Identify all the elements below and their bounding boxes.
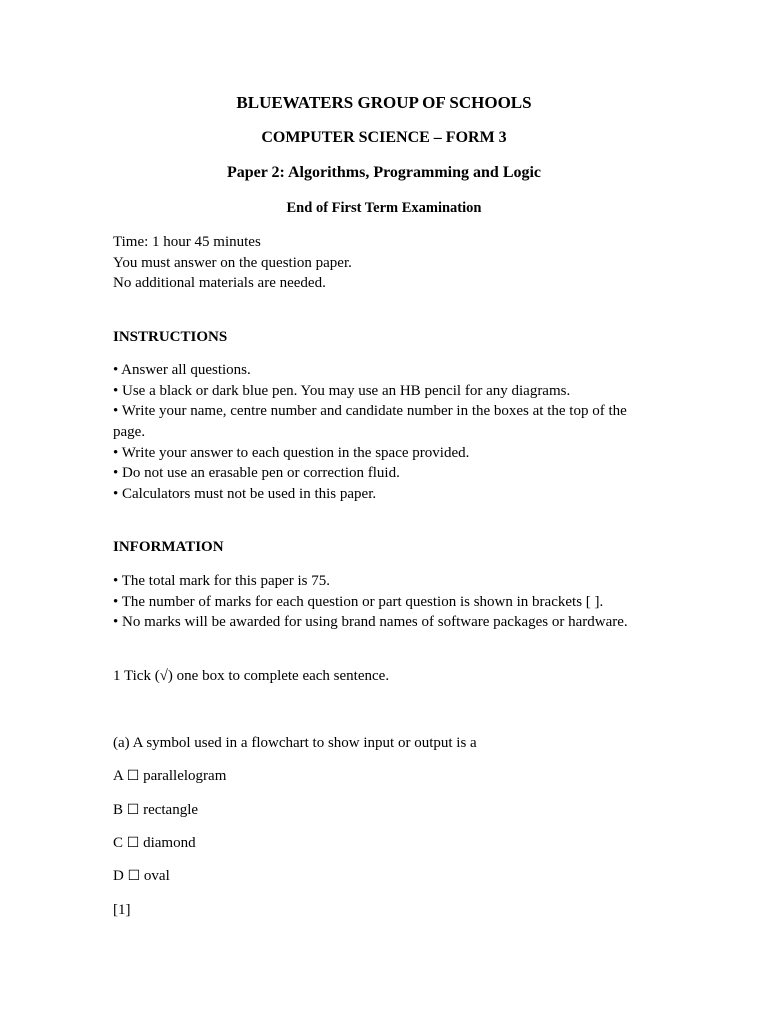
instruction-item: • Calculators must not be used in this paper. [113,486,377,502]
time-allowed: Time: 1 hour 45 minutes [113,234,261,250]
option-text: diamond [143,835,196,851]
checkbox-icon[interactable]: ☐ [126,768,140,784]
information-item: • The number of marks for each question or part question is shown in brackets [ ]. [113,594,604,610]
checkbox-icon[interactable]: ☐ [126,802,140,818]
option-text: oval [143,868,170,884]
subject-title: COMPUTER SCIENCE – FORM 3 [261,129,507,146]
paper-title: Paper 2: Algorithms, Programming and Logic [226,164,542,181]
question-1a-text: (a) A symbol used in a flowchart to show input or output is a [113,735,477,751]
instructions-heading: INSTRUCTIONS [113,329,228,345]
option-b [113,800,198,820]
question-1-stem: 1 Tick (√) one box to complete each sentence. [113,668,390,684]
option-a [113,766,226,786]
option-text: parallelogram [143,768,227,784]
materials-note: No additional materials are needed. [113,275,326,291]
information-item: • The total mark for this paper is 75. [113,573,331,589]
option-letter: A [113,768,124,784]
marks-indicator: [1] [113,902,131,918]
instruction-item: • Answer all questions. [113,362,251,378]
checkbox-icon[interactable]: ☐ [126,835,140,851]
option-text: rectangle [143,802,199,818]
exam-title: End of First Term Examination [286,200,482,216]
checkbox-icon[interactable]: ☐ [127,868,141,884]
information-item: • No marks will be awarded for using brand names of software packages or hardware. [113,614,628,630]
option-letter: C [113,835,124,851]
school-name: BLUEWATERS GROUP OF SCHOOLS [236,93,532,112]
instruction-item: • Write your name, centre number and candidate number in the boxes at the top of the page. [113,403,627,440]
answer-on-paper-note: You must answer on the question paper. [113,255,352,271]
instruction-item: • Use a black or dark blue pen. You may use an HB pencil for any diagrams. [113,383,571,399]
option-c [113,833,196,853]
instruction-item: • Write your answer to each question in the space provided. [113,445,470,461]
option-d [113,866,170,886]
information-heading: INFORMATION [113,539,224,555]
option-letter: D [113,868,124,884]
option-letter: B [113,802,124,818]
instruction-item: • Do not use an erasable pen or correction fluid. [113,465,400,481]
